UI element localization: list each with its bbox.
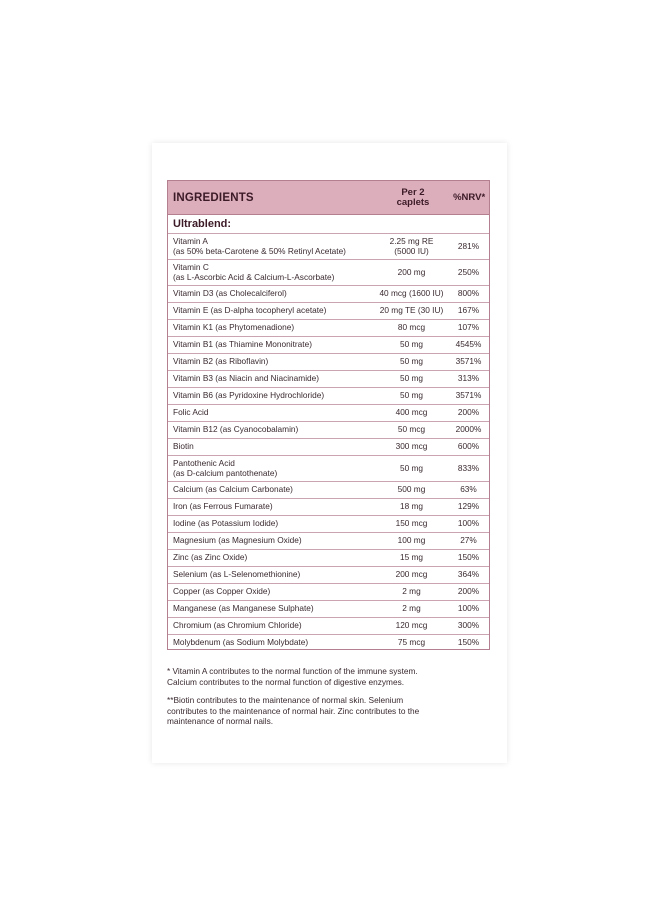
table-row: [168, 499, 489, 516]
ingredient-name-line: Copper (as Copper Oxide): [173, 587, 271, 597]
ingredient-name-line: Vitamin B6 (as Pyridoxine Hydrochloride): [173, 391, 325, 401]
table-row: [168, 550, 489, 567]
ingredient-amount-line: 50 mg: [399, 390, 424, 401]
ingredient-name: [168, 306, 375, 316]
ingredient-name-line: Iodine (as Potassium Iodide): [173, 519, 279, 529]
table-row: [168, 320, 489, 337]
ingredient-amount: [375, 519, 448, 529]
table-row: [168, 567, 489, 584]
ingredient-amount-line: 200 mg: [397, 266, 426, 277]
ingredient-amount-line: 500 mg: [397, 484, 426, 495]
ingredient-amount-line: 15 mg: [399, 552, 424, 563]
label-card: [152, 143, 507, 763]
footnote-line: contributes to the maintenance of normal hair. Zinc contributes to the: [167, 705, 420, 716]
ingredient-amount: [375, 357, 448, 367]
ingredient-nrv: 833%: [457, 462, 480, 473]
ingredient-nrv: 129%: [457, 501, 480, 512]
ingredient-name: [168, 237, 375, 256]
ingredient-nrv: 2000%: [455, 424, 482, 435]
ingredient-name-line: (as 50% beta-Carotene & 50% Retinyl Acetate): [173, 245, 346, 256]
table-row: [168, 388, 489, 405]
ingredient-name-line: Vitamin E (as D-alpha tocopheryl acetate): [173, 306, 327, 316]
ingredient-name-line: Vitamin B2 (as Riboflavin): [173, 357, 269, 367]
ingredient-name-line: Magnesium (as Magnesium Oxide): [173, 536, 302, 546]
ingredient-name: [168, 263, 375, 282]
ingredient-amount-line: 40 mcg (1600 IU): [379, 288, 444, 299]
ingredient-amount-line: 50 mg: [399, 462, 424, 473]
ingredient-name: [168, 357, 375, 367]
ingredient-nrv: 200%: [457, 586, 480, 597]
ingredient-amount-line: 75 mcg: [397, 637, 426, 648]
ingredient-amount: [375, 536, 448, 546]
ingredient-amount-line: 120 mcg: [395, 620, 428, 631]
table-row: [168, 533, 489, 550]
ingredient-nrv: 107%: [457, 322, 480, 333]
ingredient-name-line: Selenium (as L-Selenomethionine): [173, 570, 301, 580]
footnote-line: **Biotin contributes to the maintenance of normal skin. Selenium: [167, 695, 404, 705]
ingredient-amount-line: 50 mg: [399, 339, 424, 350]
ingredient-name: [168, 587, 375, 597]
ingredient-name-line: Vitamin C: [173, 263, 209, 272]
ingredient-name-line: Vitamin B12 (as Cyanocobalamin): [173, 425, 299, 435]
ingredient-amount: [375, 408, 448, 418]
ingredient-amount: [375, 374, 448, 384]
table-row: [168, 618, 489, 635]
ingredient-name: [168, 553, 375, 563]
ingredient-name-line: Vitamin B1 (as Thiamine Mononitrate): [173, 340, 312, 350]
table-row: [168, 456, 489, 482]
ingredient-amount: [375, 621, 448, 631]
ingredient-amount: [375, 289, 448, 299]
ingredient-name: [168, 340, 375, 350]
ingredient-amount: [375, 638, 448, 648]
ingredient-nrv: 167%: [457, 305, 480, 316]
ingredient-amount: [375, 485, 448, 495]
ingredient-name: [168, 374, 375, 384]
ingredient-name-line: Pantothenic Acid: [173, 459, 235, 468]
ingredient-nrv: 250%: [457, 266, 480, 277]
ingredient-name-line: Zinc (as Zinc Oxide): [173, 553, 248, 563]
ingredient-amount: [375, 268, 448, 278]
table-row: [168, 354, 489, 371]
ingredient-name: [168, 621, 375, 631]
ingredient-amount-line: 20 mg TE (30 IU): [379, 305, 444, 316]
ingredient-amount: [375, 464, 448, 474]
ingredient-amount-line: 50 mg: [399, 373, 424, 384]
ingredient-nrv: 300%: [457, 620, 480, 631]
ingredient-nrv: 100%: [457, 603, 480, 614]
ingredient-name: [168, 638, 375, 648]
ingredient-nrv: 200%: [457, 407, 480, 418]
ingredient-nrv: 281%: [457, 240, 480, 251]
table-row: [168, 371, 489, 388]
ingredient-name: [168, 536, 375, 546]
ingredient-amount: [375, 570, 448, 580]
section-title: Ultrablend:: [168, 215, 489, 234]
ingredient-name: [168, 570, 375, 580]
table-row: [168, 439, 489, 456]
footnote-line: * Vitamin A contributes to the normal function of the immune system.: [167, 666, 418, 676]
ingredient-amount: [375, 587, 448, 597]
ingredient-nrv: 600%: [457, 441, 480, 452]
ingredient-amount: [375, 323, 448, 333]
ingredient-amount-line: (5000 IU): [394, 245, 429, 256]
footnotes: [167, 666, 492, 735]
table-row: [168, 337, 489, 354]
ingredient-amount-line: 150 mcg: [395, 518, 428, 529]
ingredient-nrv: 364%: [457, 569, 480, 580]
ingredient-name-line: Calcium (as Calcium Carbonate): [173, 485, 293, 495]
ingredient-name-line: Folic Acid: [173, 408, 209, 418]
ingredient-amount: [375, 442, 448, 452]
ingredients-table: [167, 180, 490, 650]
ingredient-name-line: Iron (as Ferrous Fumarate): [173, 502, 273, 512]
table-row: [168, 601, 489, 618]
header-per-serving: [377, 188, 450, 208]
ingredient-amount-line: 2 mg: [402, 603, 421, 614]
header-per-line1: Per 2: [401, 186, 425, 198]
ingredient-amount: [375, 502, 448, 512]
ingredient-name-line: Molybdenum (as Sodium Molybdate): [173, 638, 309, 648]
ingredient-name: [168, 323, 375, 333]
table-row: [168, 422, 489, 439]
ingredient-name: [168, 289, 375, 299]
ingredient-name-line: Biotin: [173, 442, 194, 452]
table-row: [168, 286, 489, 303]
ingredient-name-line: Vitamin K1 (as Phytomenadione): [173, 323, 295, 333]
ingredient-amount-line: 50 mcg: [397, 424, 426, 435]
table-row: [168, 516, 489, 533]
ingredient-amount: [375, 553, 448, 563]
ingredient-nrv: 4545%: [455, 339, 482, 350]
ingredient-amount-line: 400 mcg: [395, 407, 428, 418]
footnote-immune: [167, 666, 492, 687]
ingredient-nrv: 150%: [457, 552, 480, 563]
ingredient-nrv: 3571%: [455, 390, 482, 401]
ingredient-nrv: 800%: [457, 288, 480, 299]
ingredient-nrv: 150%: [457, 637, 480, 648]
ingredient-amount-line: 200 mcg: [395, 569, 428, 580]
footnote-line: Calcium contributes to the normal function of digestive enzymes.: [167, 676, 405, 687]
ingredient-amount-line: 18 mg: [399, 501, 424, 512]
table-row: [168, 635, 489, 651]
ingredient-amount-line: 50 mg: [399, 356, 424, 367]
ingredient-name-line: Manganese (as Manganese Sulphate): [173, 604, 314, 614]
ingredient-name: [168, 459, 375, 478]
ingredient-amount: [375, 306, 448, 316]
ingredient-nrv: 313%: [457, 373, 480, 384]
ingredient-name: [168, 519, 375, 529]
ingredient-nrv: 63%: [460, 484, 477, 495]
ingredient-name: [168, 502, 375, 512]
ingredient-amount: [375, 237, 448, 256]
ingredient-name: [168, 442, 375, 452]
ingredient-name: [168, 391, 375, 401]
table-row: [168, 303, 489, 320]
table-row: [168, 405, 489, 422]
ingredient-amount-line: 100 mg: [397, 535, 426, 546]
header-ingredients: INGREDIENTS: [173, 191, 254, 204]
ingredient-name: [168, 485, 375, 495]
ingredient-amount: [375, 425, 448, 435]
ingredient-name: [168, 425, 375, 435]
ingredient-nrv: 100%: [457, 518, 480, 529]
ingredient-name-line: (as D-calcium pantothenate): [173, 467, 278, 478]
table-header: [168, 181, 489, 215]
ingredient-amount-line: 300 mcg: [395, 441, 428, 452]
ingredient-name: [168, 604, 375, 614]
ingredient-nrv: 3571%: [455, 356, 482, 367]
ingredient-name-line: Chromium (as Chromium Chloride): [173, 621, 302, 631]
ingredient-amount-line: 2 mg: [402, 586, 421, 597]
ingredient-name-line: Vitamin A: [173, 237, 208, 246]
ingredient-name-line: Vitamin B3 (as Niacin and Niacinamide): [173, 374, 320, 384]
footnote-skin-hair-nails: [167, 695, 492, 727]
ingredient-name: [168, 408, 375, 418]
ingredient-amount: [375, 340, 448, 350]
ingredient-name-line: Vitamin D3 (as Cholecalciferol): [173, 289, 287, 299]
table-row: [168, 584, 489, 601]
table-row: [168, 482, 489, 499]
ingredient-nrv: 27%: [460, 535, 477, 546]
ingredient-amount: [375, 604, 448, 614]
header-per-line2: caplets: [396, 196, 430, 208]
header-nrv: %NRV*: [453, 192, 486, 203]
ingredient-amount: [375, 391, 448, 401]
footnote-line: maintenance of normal nails.: [167, 716, 274, 726]
table-row: [168, 260, 489, 286]
ingredient-rows: [168, 234, 489, 651]
ingredient-name-line: (as L-Ascorbic Acid & Calcium-L-Ascorbate): [173, 271, 335, 282]
table-row: [168, 234, 489, 260]
ingredient-amount-line: 2.25 mg RE: [389, 236, 434, 246]
ingredient-amount-line: 80 mcg: [397, 322, 426, 333]
